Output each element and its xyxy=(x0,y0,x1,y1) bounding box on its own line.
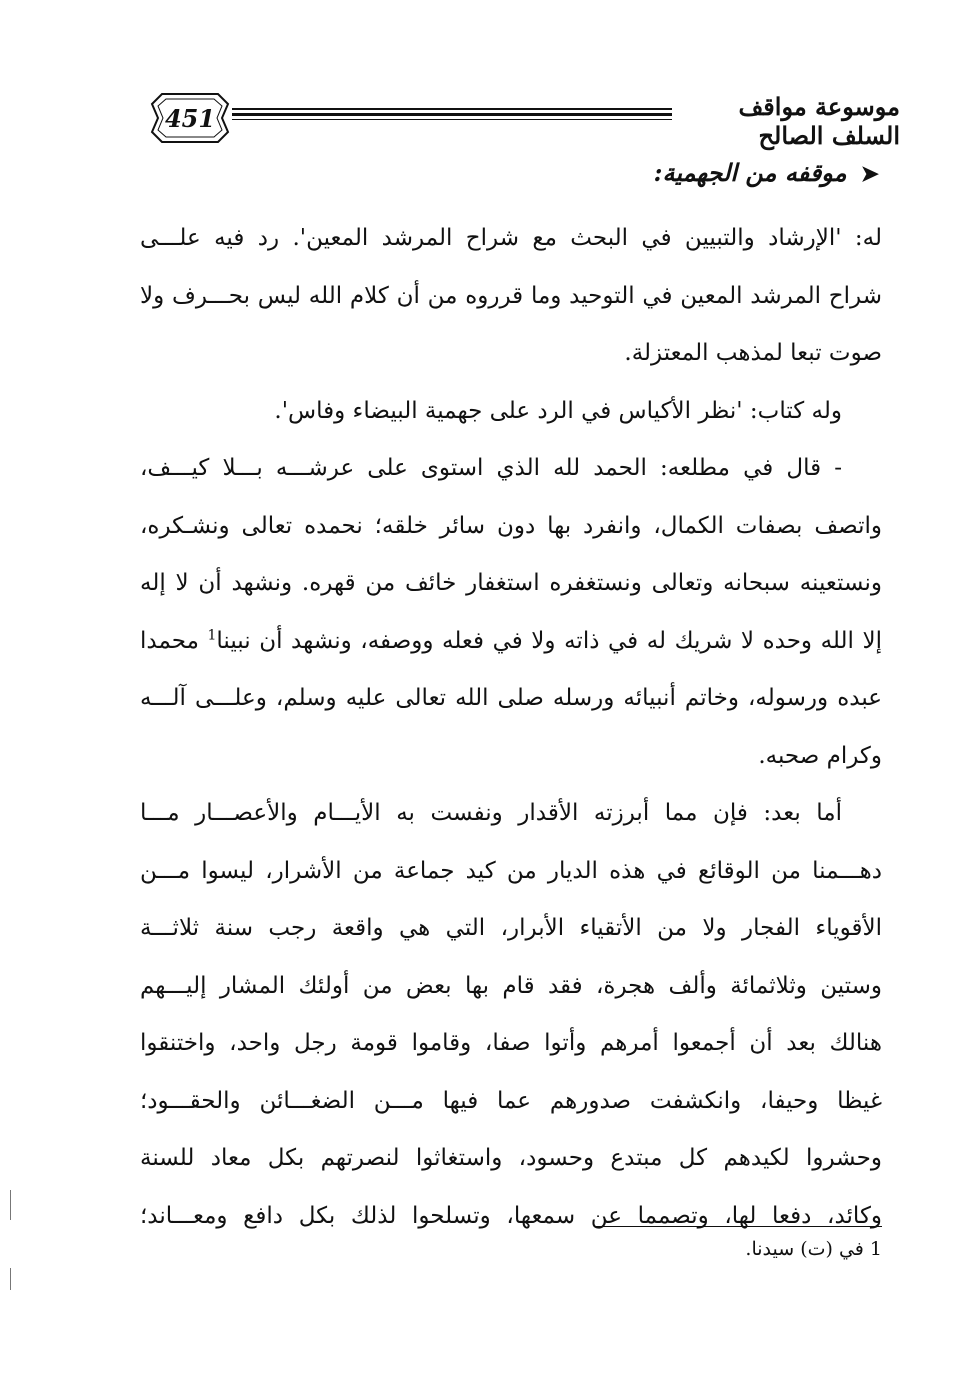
body-line: هنالك بعد أن أجمعوا أمرهم وأتوا صفا، وقاموا قومة رجل واحد، واختنقوا xyxy=(140,1030,882,1056)
body-line: عبده ورسوله، وخاتم أنبيائه ورسله صلى الله تعالى عليه وسلم، وعلـــى آلـــه xyxy=(140,685,882,711)
header-rule xyxy=(232,108,672,120)
page-number-badge xyxy=(148,90,232,146)
book-title: موسوعة مواقف السلف الصالح xyxy=(738,92,900,150)
body-line-text: إلا الله وحده لا شريك له في ذاته ولا في فعله ووصفه، ونشهد أن نبينا xyxy=(216,627,882,654)
body-line: - قال في مطلعه: الحمد لله الذي استوى على عرشـــه بـــلا كيـــف، xyxy=(140,455,842,481)
body-line-with-footnote xyxy=(140,613,882,671)
body-line: وكائد، دفعا لها، وتصمما عن سمعها، وتسلحوا لذلك بكل دافع ومعـــاند؛ xyxy=(140,1202,882,1229)
page-header xyxy=(140,80,900,160)
body-line: له: 'الإرشاد والتبيين في البحث مع شراح المرشد المعين'. رد فيه علـــى xyxy=(140,225,882,251)
body-line: وحشروا لكيدهم كل مبتدع وحسود، واستغاثوا لنصرتهم بكل معاد للسنة xyxy=(140,1145,882,1171)
footnote-separator xyxy=(596,1226,882,1227)
body-line: وكرام صحبه. xyxy=(758,742,882,769)
body-line: صوت تبعا لمذهب المعتزلة. xyxy=(624,340,882,366)
body-line: وله كتاب: 'نظر الأكياس في الرد على جهمية البيضاء وفاس'. xyxy=(274,397,842,424)
body-line: غيظا وحيفا، وانكشفت صدورهم عما فيها مـــن الضغـــائن والحقـــود؛ xyxy=(140,1087,882,1114)
section-heading-text: موقفه من الجهمية: xyxy=(653,158,847,187)
body-line: وستين وثلاثمائة وألف هجرة، فقد قام بها بعض من أولئك المشار إليـــهم xyxy=(140,972,882,999)
body-line-tail: محمدا xyxy=(140,627,199,654)
section-heading xyxy=(654,158,879,187)
body-line: واتصف بصفات الكمال، وانفرد بها دون سائر خلقه؛ نحمده تعالى ونشـكره، xyxy=(140,512,882,539)
body-line: أما بعد: فإن مما أبرزته الأقدار ونفست به الأيـــام والأعصـــار مـــا xyxy=(140,800,842,826)
body-line: ونستعينه سبحانه وتعالى ونستغفره استغفار خائف من قهره. ونشهد أن لا إله xyxy=(140,570,882,596)
body-line: شراح المرشد المعين في التوحيد وما قرروه من أن كلام الله ليس بحـــرف ولا xyxy=(140,282,882,309)
scan-margin-mark xyxy=(10,1190,11,1220)
arrow-bullet-icon: ➤ xyxy=(860,161,879,187)
body-line: الأقوياء الفجار ولا من الأتقياء الأبرار، التي هي واقعة رجب سنة ثلاثـــة xyxy=(140,915,882,941)
page-number: 451 xyxy=(164,104,216,133)
scan-margin-mark xyxy=(10,1268,11,1290)
body-line: دهـــمنا من الوقائع في هذه الديار من كيد جماعة من الأشرار، ليسوا مـــن xyxy=(140,857,882,884)
body-text xyxy=(140,210,882,1245)
footnote: 1 في (ت) سيدنا. xyxy=(745,1238,882,1260)
footnote-reference: 1 xyxy=(207,626,217,643)
